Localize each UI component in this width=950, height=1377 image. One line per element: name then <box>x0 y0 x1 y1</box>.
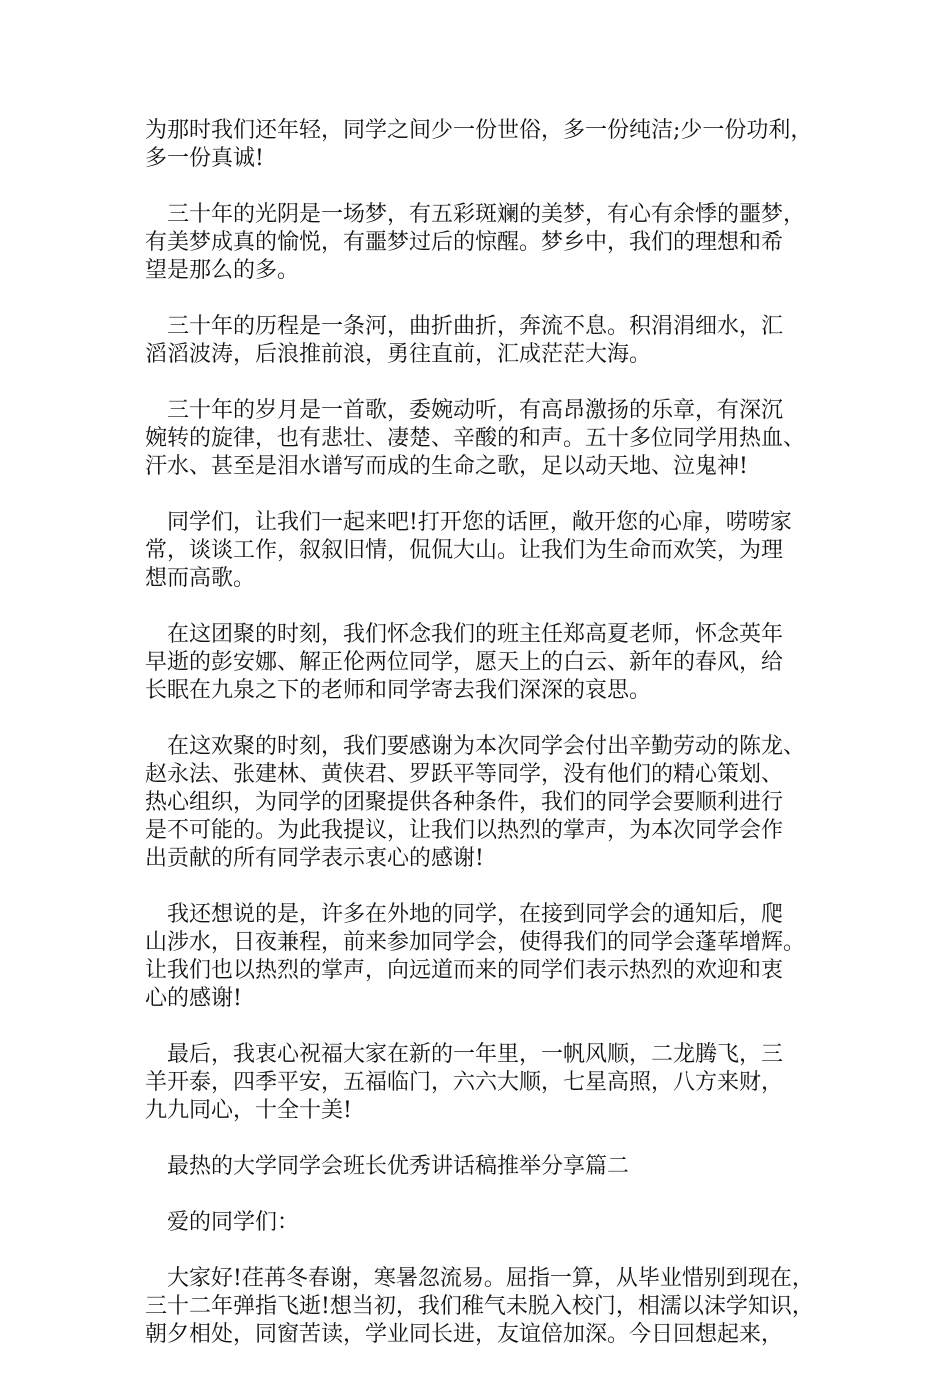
document-page <box>145 117 814 1377</box>
section-heading <box>145 1153 810 1181</box>
paragraph <box>145 201 810 285</box>
text-line: 有美梦成真的愉悦，有噩梦过后的惊醒。梦乡中，我们的理想和希 <box>145 230 784 255</box>
text-line: 常，谈谈工作，叙叙旧情，侃侃大山。让我们为生命而欢笑，为理 <box>145 538 784 563</box>
paragraph <box>145 313 810 369</box>
paragraph <box>145 901 810 1013</box>
text-line: 九九同心，十全十美! <box>145 1098 352 1123</box>
text-line: 婉转的旋律，也有悲壮、凄楚、辛酸的和声。五十多位同学用热血、 <box>145 426 806 451</box>
text-line: 热心组织，为同学的团聚提供各种条件，我们的同学会要顺利进行 <box>145 790 784 815</box>
text-line: 汗水、甚至是泪水谱写而成的生命之歌，足以动天地、泣鬼神! <box>145 454 748 479</box>
text-line: 想而高歌。 <box>145 566 256 591</box>
text-line: 羊开泰，四季平安，五福临门，六六大顺，七星高照，八方来财， <box>145 1070 784 1095</box>
text-line: 滔滔波涛，后浪推前浪，勇往直前，汇成茫茫大海。 <box>145 342 652 367</box>
text-line: 心的感谢! <box>145 986 242 1011</box>
text-line: 赵永法、张建林、黄侠君、罗跃平等同学，没有他们的精心策划、 <box>145 762 784 787</box>
text-line: 出贡献的所有同学表示衷心的感谢! <box>145 846 484 871</box>
text-line: 三十年的光阴是一场梦，有五彩斑斓的美梦，有心有余悸的噩梦， <box>167 202 806 227</box>
text-line: 在这欢聚的时刻，我们要感谢为本次同学会付出辛勤劳动的陈龙、 <box>167 734 806 759</box>
paragraph <box>145 509 810 593</box>
text-line: 最热的大学同学会班长优秀讲话稿推举分享篇二 <box>167 1154 630 1179</box>
text-line: 山涉水，日夜兼程，前来参加同学会，使得我们的同学会蓬荜增辉。 <box>145 930 806 955</box>
text-line: 在这团聚的时刻，我们怀念我们的班主任郑高夏老师，怀念英年 <box>167 622 784 647</box>
text-line: 为那时我们还年轻，同学之间少一份世俗，多一份纯洁;少一份功利， <box>145 118 813 143</box>
text-line: 多一份真诚! <box>145 146 264 171</box>
salutation <box>145 1209 810 1237</box>
paragraph <box>145 733 810 873</box>
text-line: 早逝的彭安娜、解正伦两位同学，愿天上的白云、新年的春风，给 <box>145 650 784 675</box>
text-line: 我还想说的是，许多在外地的同学，在接到同学会的通知后，爬 <box>167 902 784 927</box>
text-line: 大家好!荏苒冬春谢，寒暑忽流易。屈指一算，从毕业惜别到现在， <box>167 1266 814 1291</box>
text-line: 三十年的历程是一条河，曲折曲折，奔流不息。积涓涓细水，汇 <box>167 314 784 339</box>
paragraph <box>145 117 813 173</box>
paragraph <box>145 1041 810 1125</box>
text-line: 爱的同学们： <box>167 1210 300 1235</box>
text-line: 同学们，让我们一起来吧!打开您的话匣，敞开您的心扉，唠唠家 <box>167 510 792 535</box>
paragraph <box>145 397 810 481</box>
paragraph <box>145 621 810 705</box>
text-line: 是不可能的。为此我提议，让我们以热烈的掌声，为本次同学会作 <box>145 818 784 843</box>
text-line: 长眠在九泉之下的老师和同学寄去我们深深的哀思。 <box>145 678 652 703</box>
text-line: 朝夕相处，同窗苦读，学业同长进，友谊倍加深。今日回想起来， <box>145 1322 784 1347</box>
text-line: 三十二年弹指飞逝!想当初，我们稚气未脱入校门，相濡以沫学知识， <box>145 1294 814 1319</box>
paragraph <box>145 1265 814 1349</box>
text-line: 三十年的岁月是一首歌，委婉动听，有高昂激扬的乐章，有深沉 <box>167 398 784 423</box>
text-line: 最后，我衷心祝福大家在新的一年里，一帆风顺，二龙腾飞，三 <box>167 1042 784 1067</box>
text-line: 让我们也以热烈的掌声，向远道而来的同学们表示热烈的欢迎和衷 <box>145 958 784 983</box>
text-line: 望是那么的多。 <box>145 258 300 283</box>
